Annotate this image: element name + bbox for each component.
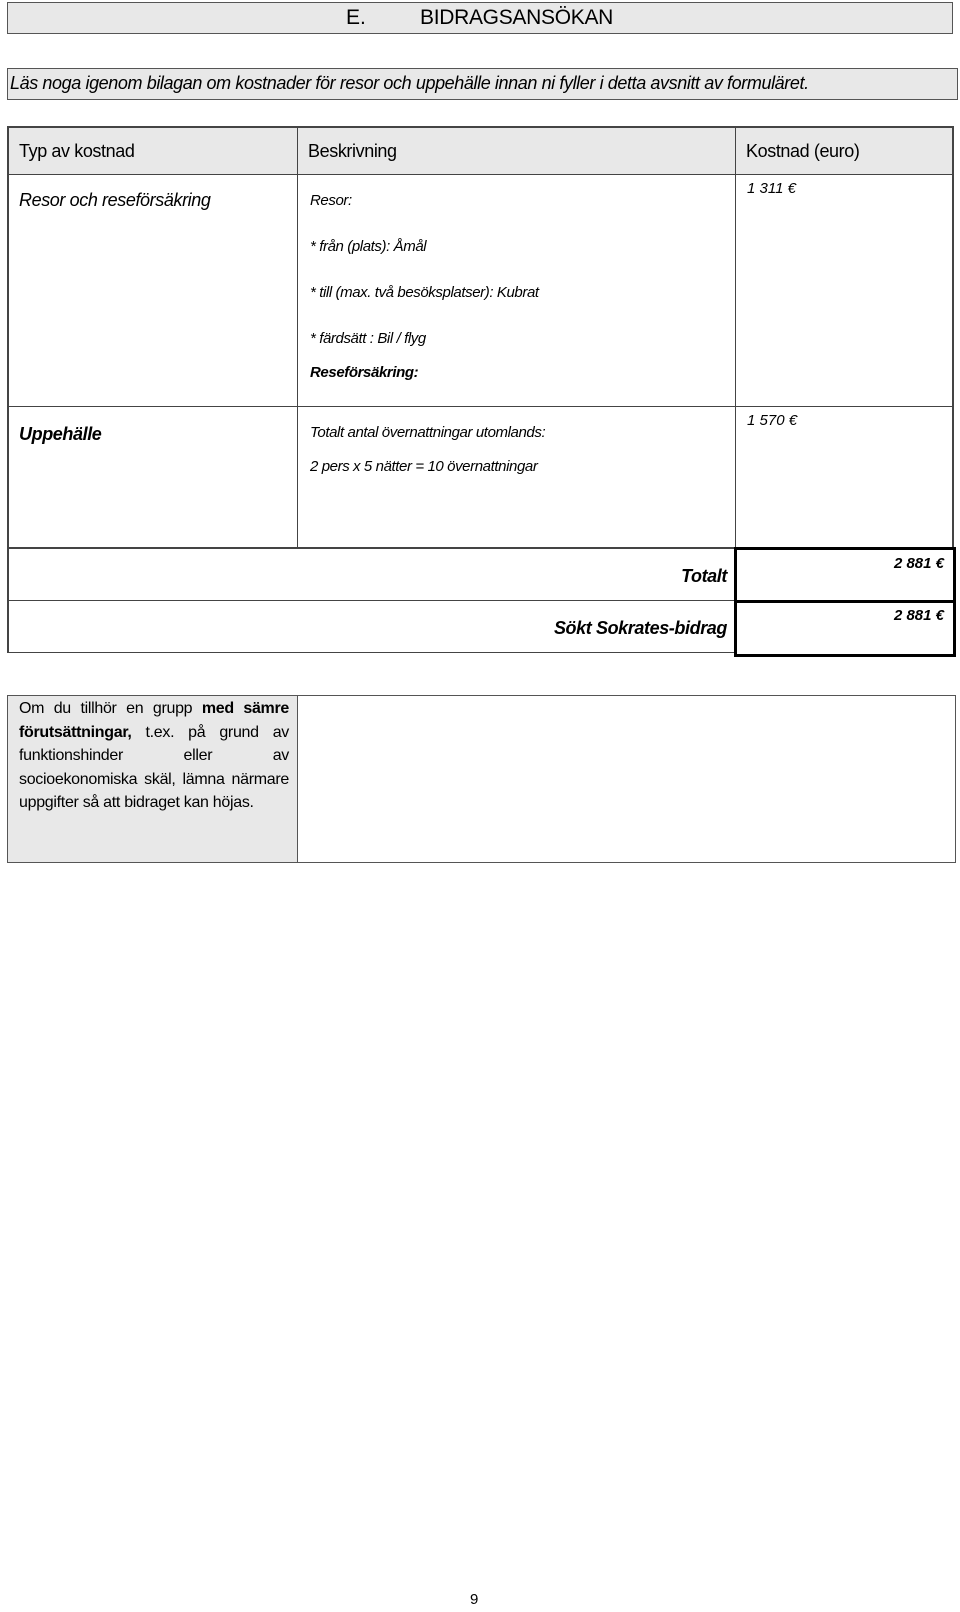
totals-border-bottom [7, 652, 735, 653]
instruction-text: Läs noga igenom bilagan om kostnader för resor och uppehälle innan ni fyller i detta avsnitt av formuläret. [10, 73, 809, 93]
row-type-accommodation: Uppehälle [19, 424, 102, 444]
accommodation-amount: 1 570 € [747, 412, 798, 429]
travel-line: * från (plats): Åmål [310, 238, 427, 255]
table-border-right [952, 126, 954, 547]
column-divider [735, 126, 736, 547]
column-header-description: Beskrivning [308, 141, 397, 161]
column-header-cost: Kostnad (euro) [746, 141, 860, 161]
table-border-top [7, 126, 954, 128]
disadvantaged-text-end: t.ex. på grund av funktionshinder eller av socioekonomiska skäl, lämna närmare uppgifter så att bidraget kan höjas. [19, 723, 289, 811]
disadvantaged-text [19, 697, 289, 815]
row-divider [7, 406, 954, 407]
disadvantaged-text-bold: med sämre förutsättningar, [19, 700, 289, 741]
table-header-divider [7, 174, 954, 175]
travel-line: Resor: [310, 192, 352, 209]
travel-line: * färdsätt : Bil / flyg [310, 330, 426, 347]
section-letter: E. [346, 6, 366, 29]
travel-line: * till (max. två besöksplatser): Kubrat [310, 284, 539, 301]
travel-amount: 1 311 € [747, 180, 796, 197]
accommodation-line: Totalt antal övernattningar utomlands: [310, 424, 546, 441]
travel-line: Reseförsäkring: [310, 364, 419, 381]
accommodation-line: 2 pers x 5 nätter = 10 övernattningar [310, 458, 538, 475]
disadvantaged-text-start: Om du tillhör en grupp [19, 700, 202, 717]
table-border-left [7, 126, 9, 547]
total-amount: 2 881 € [893, 555, 944, 572]
grant-label: Sökt Sokrates-bidrag [553, 618, 727, 638]
section-title: BIDRAGSANSÖKAN [420, 6, 614, 29]
row-type-travel: Resor och reseförsäkring [19, 190, 211, 210]
column-divider [297, 126, 298, 547]
grant-amount: 2 881 € [893, 607, 944, 624]
disadvantaged-answer-field[interactable] [297, 695, 956, 863]
totals-amount-divider [734, 600, 956, 603]
column-header-type: Typ av kostnad [19, 141, 135, 161]
page-number: 9 [470, 1591, 479, 1608]
totals-row-divider [7, 600, 735, 601]
total-label: Totalt [681, 566, 727, 586]
